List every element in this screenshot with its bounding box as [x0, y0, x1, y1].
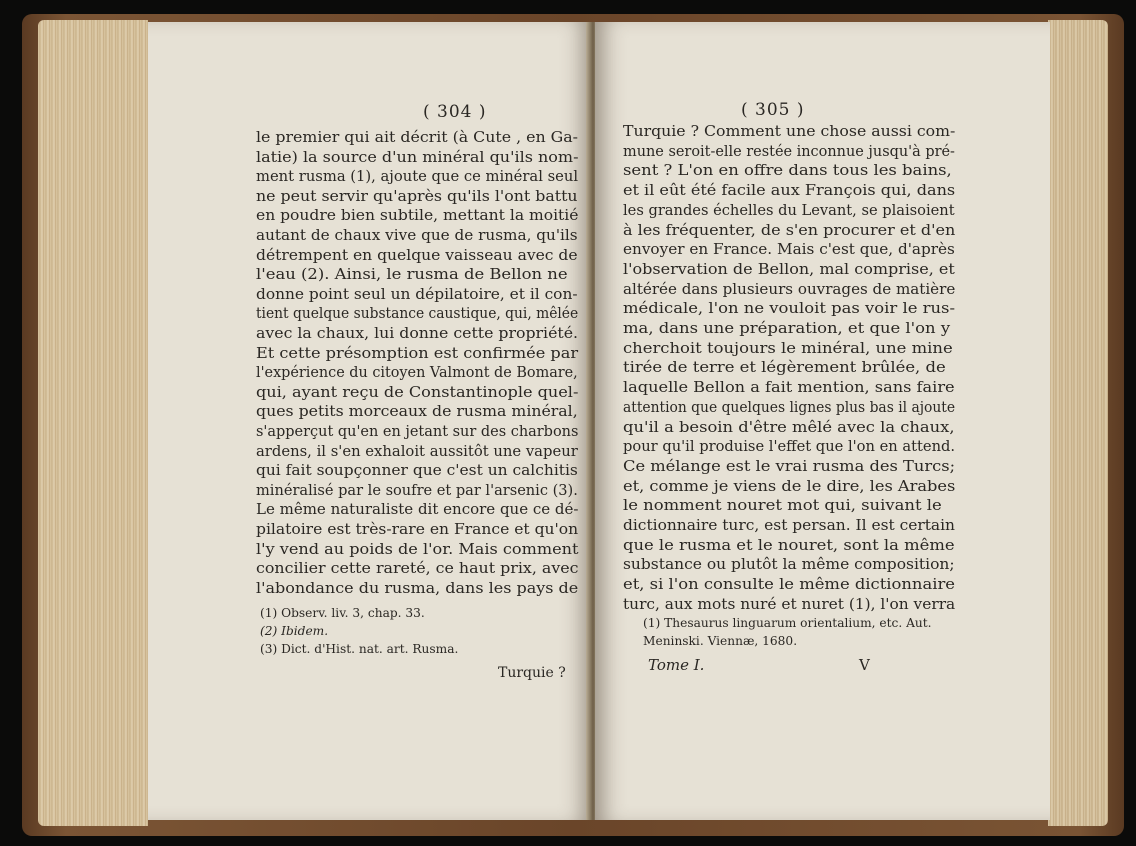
text-line: l'expérience du citoyen Valmont de Bomare, — [256, 363, 578, 382]
text-line: et, si l'on consulte le même dictionnaire — [623, 575, 955, 594]
text-line: dictionnaire turc, est persan. Il est certain — [623, 516, 955, 534]
text-line: qui fait soupçonner que c'est un calchitis — [256, 461, 578, 480]
text-line: cherchoit toujours le minéral, une mine — [623, 338, 953, 357]
text-line: qu'il a besoin d'être mêlé avec la chaux, — [623, 417, 955, 436]
footnote: (1) Thesaurus linguarum orientalium, etc. Aut. — [643, 616, 932, 630]
text-line: qui, ayant reçu de Constantinople quel- — [256, 382, 579, 401]
text-line: Et cette présomption est confirmée par — [256, 343, 579, 362]
page-number: ( 304 ) — [423, 102, 487, 122]
text-line: le nomment nouret mot qui, suivant le — [623, 496, 942, 515]
text-line: en poudre bien subtile, mettant la moitié — [256, 206, 579, 225]
catchword: Turquie ? — [498, 665, 566, 681]
text-line: ques petits morceaux de rusma minéral, — [256, 402, 578, 421]
text-line: mune seroit-elle restée inconnue jusqu'à pré- — [623, 141, 955, 160]
text-line: ardens, il s'en exhaloit aussitôt une vapeur — [256, 441, 578, 460]
text-line: attention que quelques lignes plus bas il ajoute — [623, 397, 956, 416]
text-line: Turquie ? Comment une chose aussi com- — [623, 122, 956, 140]
text-line: latie) la source d'un minéral qu'ils nom- — [256, 147, 579, 166]
right-page — [595, 22, 1050, 820]
text-line: laquelle Bellon a fait mention, sans faire — [623, 378, 955, 397]
text-line: à les fréquenter, de s'en procurer et d'en — [623, 220, 956, 239]
text-line: l'eau (2). Ainsi, le rusma de Bellon ne — [256, 265, 568, 284]
text-line: Le même naturaliste dit encore que ce dé- — [256, 500, 579, 519]
text-line: pour qu'il produise l'effet que l'on en attend. — [623, 437, 956, 456]
text-line: médicale, l'on ne vouloit pas voir le rus- — [623, 299, 956, 318]
text-line: le premier qui ait décrit (à Cute , en Ga- — [256, 128, 578, 146]
text-line: pilatoire est très-rare en France et qu'on — [256, 520, 579, 538]
text-line: sent ? L'on en offre dans tous les bains, — [623, 161, 952, 180]
text-line: ne peut servir qu'après qu'ils l'ont battu — [256, 186, 578, 205]
text-line: concilier cette rareté, ce haut prix, avec — [256, 559, 579, 578]
signature-mark: Tome I. — [648, 656, 705, 674]
text-line: l'observation de Bellon, mal comprise, et — [623, 259, 955, 278]
footnote: (1) Observ. liv. 3, chap. 33. — [260, 606, 425, 620]
text-line: l'y vend au poids de l'or. Mais comment — [256, 539, 579, 558]
text-line: minéralisé par le soufre et par l'arsenic (3). — [256, 480, 578, 499]
right-page-edges — [1048, 20, 1108, 826]
text-line: s'apperçut qu'en en jetant sur des charbons — [256, 422, 579, 440]
text-line: que le rusma et le nouret, sont la même — [623, 535, 955, 554]
text-line: détrempent en quelque vaisseau avec de — [256, 245, 578, 264]
text-line: autant de chaux vive que de rusma, qu'ils — [256, 226, 578, 244]
footnote: Meninski. Viennæ, 1680. — [643, 634, 798, 648]
text-line: ma, dans une préparation, et que l'on y — [623, 319, 951, 337]
text-line: donne point seul un dépilatoire, et il con- — [256, 284, 578, 303]
text-line: turc, aux mots nuré et nuret (1), l'on verra — [623, 594, 956, 613]
text-line: tirée de terre et légèrement brûlée, de — [623, 358, 946, 377]
text-line: tient quelque substance caustique, qui, mêlée — [256, 304, 579, 323]
text-line: et, comme je viens de le dire, les Arabes — [623, 476, 956, 495]
text-line: altérée dans plusieurs ouvrages de matière — [623, 279, 956, 298]
footnote: (2) Ibidem. — [260, 624, 329, 638]
left-page — [148, 22, 591, 820]
text-line: les grandes échelles du Levant, se plaisoient — [623, 200, 955, 219]
page-number: ( 305 ) — [741, 100, 805, 120]
text-line: l'abondance du rusma, dans les pays de — [256, 578, 579, 597]
footnote: (3) Dict. d'Hist. nat. art. Rusma. — [260, 642, 459, 656]
left-page-edges — [38, 20, 148, 826]
text-line: et il eût été facile aux François qui, dans — [623, 181, 956, 200]
text-line: envoyer en France. Mais c'est que, d'après — [623, 240, 955, 259]
text-line: ment rusma (1), ajoute que ce minéral seul — [256, 167, 579, 186]
signature-letter: V — [859, 656, 870, 674]
text-line: avec la chaux, lui donne cette propriété. — [256, 324, 578, 342]
text-line: Ce mélange est le vrai rusma des Turcs; — [623, 456, 956, 475]
text-line: substance ou plutôt la même composition; — [623, 555, 955, 574]
